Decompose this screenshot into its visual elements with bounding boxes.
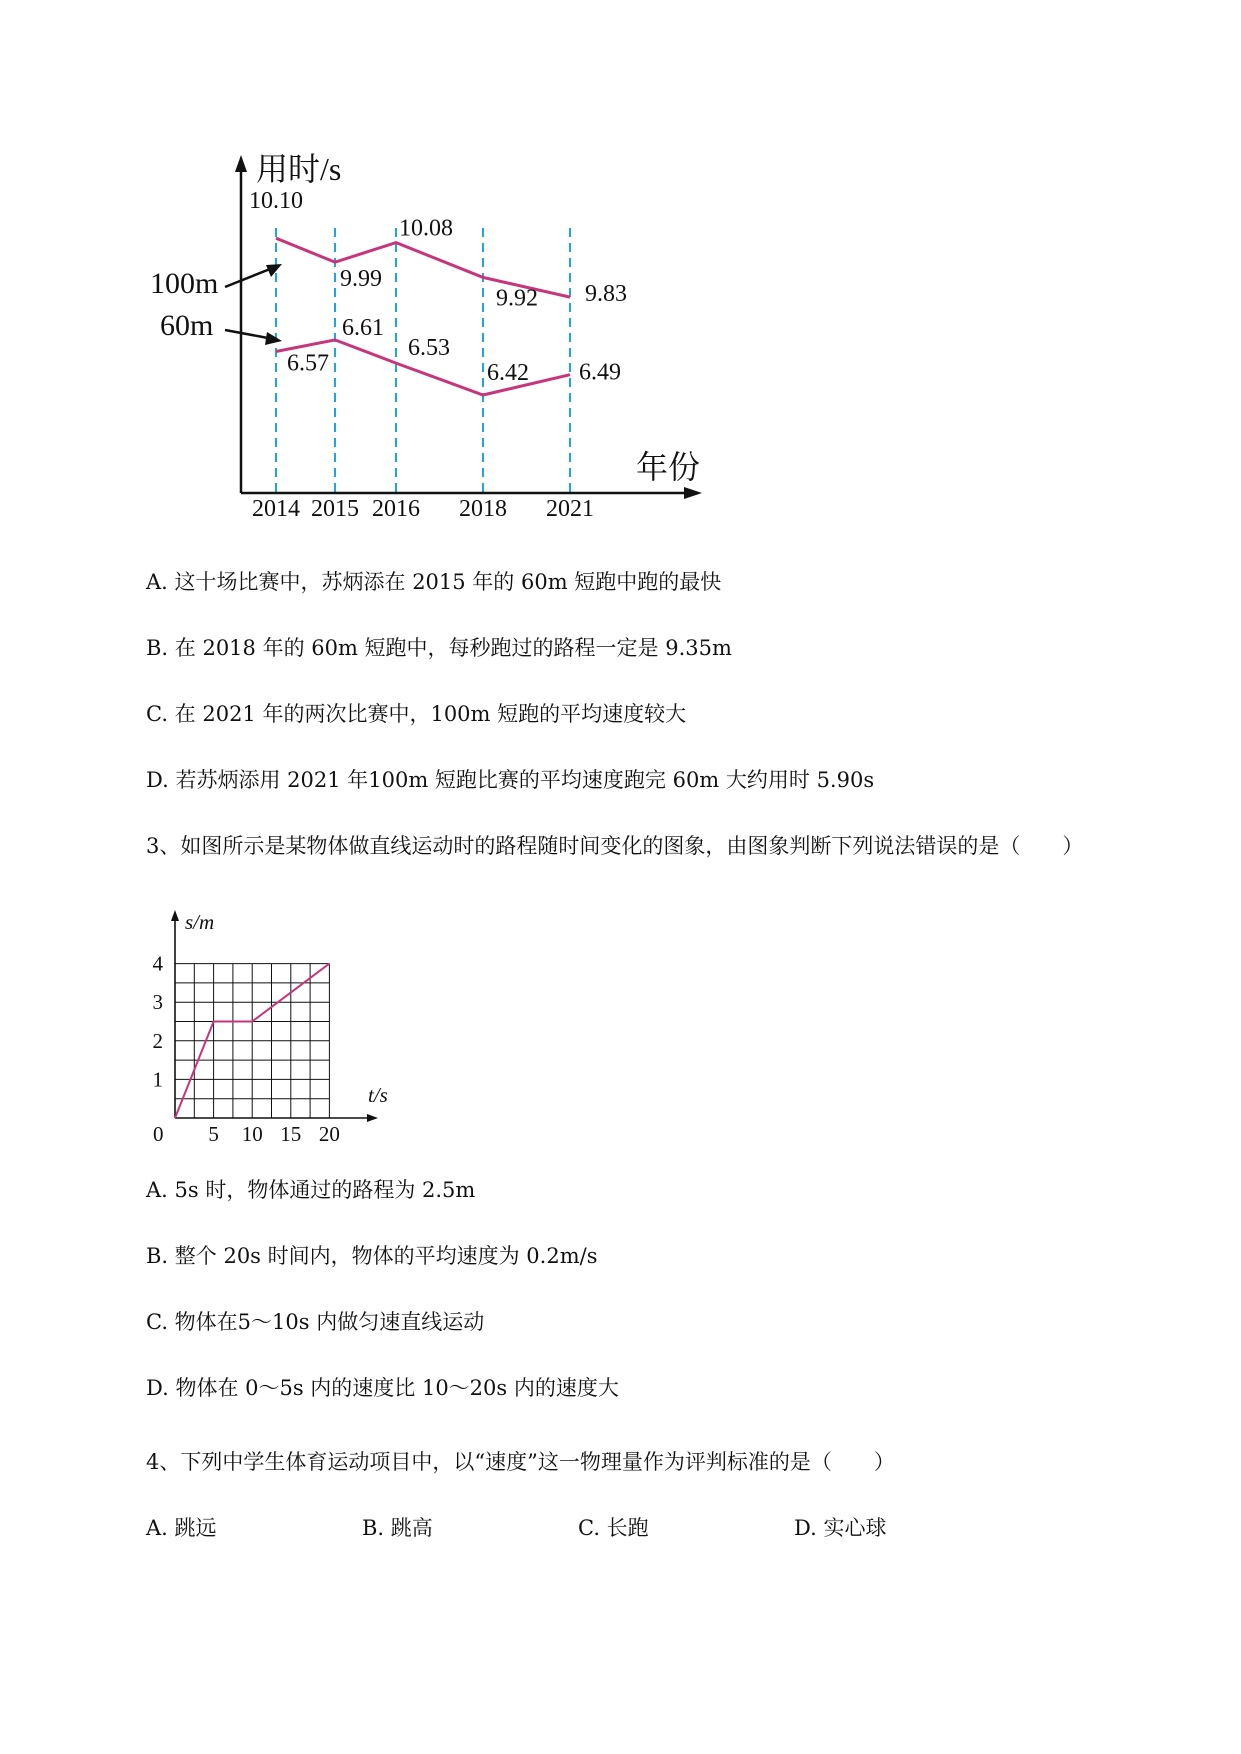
pointer-arrow-60m [225,330,268,338]
x-tick-2015: 2015 [311,496,359,522]
label-60m-2014: 6.57 [287,350,329,377]
label-100m-2018: 9.92 [496,285,538,312]
label-100m-2014: 10.10 [249,188,303,215]
t-axis-label: t/s [368,1083,388,1107]
y-tick-1: 1 [152,1067,163,1092]
x-tick-10: 10 [241,1122,263,1146]
label-60m-2016: 6.53 [408,335,450,362]
q2-option-b: B. 在 2018 年的 60m 短跑中，每秒跑过的路程一定是 9.35m [146,636,732,660]
y-tick-2: 2 [152,1028,163,1053]
label-60m-2021: 6.49 [579,359,621,386]
y-axis-arrow [235,155,247,172]
s-axis-arrow [171,910,179,921]
label-100m-2016: 10.08 [399,215,453,242]
q3-option-a: A. 5s 时，物体通过的路程为 2.5m [146,1178,476,1202]
race-time-chart [130,150,730,530]
q4-option-c: C. 长跑 [578,1516,649,1540]
x-tick-2021: 2021 [546,496,594,522]
label-60m-2018: 6.42 [487,360,529,386]
label-100m-2021: 9.83 [585,281,627,308]
q3-option-d: D. 物体在 0～5s 内的速度比 10～20s 内的速度大 [146,1376,619,1400]
q2-option-a: A. 这十场比赛中，苏炳添在 2015 年的 60m 短跑中跑的最快 [146,570,722,594]
q3-option-c: C. 物体在5～10s 内做匀速直线运动 [146,1310,485,1334]
y-axis-label: 用时/s [256,151,342,187]
series-label-100m: 100m [150,267,219,300]
y-tick-3: 3 [152,990,163,1015]
s-axis-label: s/m [185,910,215,934]
q2-option-c: C. 在 2021 年的两次比赛中，100m 短跑的平均速度较大 [146,702,687,726]
x-tick-15: 15 [280,1122,302,1146]
q2-option-d: D. 若苏炳添用 2021 年100m 短跑比赛的平均速度跑完 60m 大约用时 5.90s [146,768,875,792]
grid [175,964,329,1118]
x-tick-5: 5 [208,1122,219,1146]
x-tick-2018: 2018 [459,496,507,522]
q4-option-a: A. 跳远 [146,1516,217,1540]
x-tick-2014: 2014 [252,496,300,522]
x-tick-labels [252,496,594,522]
y-tick-4: 4 [152,951,163,976]
q4-option-b: B. 跳高 [362,1516,433,1540]
x-tick-2016: 2016 [372,496,420,522]
distance-time-chart [140,905,410,1155]
q3-stem: 3、如图所示是某物体做直线运动时的路程随时间变化的图象，由图象判断下列说法错误的是（ ） [146,834,1084,858]
q4-option-d: D. 实心球 [794,1516,887,1540]
label-60m-2015: 6.61 [342,314,384,341]
pointer-arrow-100m [225,269,270,287]
pointer-arrow-60m-head [265,332,282,345]
t-axis-arrow [367,1114,378,1122]
origin-label: 0 [153,1122,164,1146]
series-label-60m: 60m [160,309,214,342]
q4-stem: 4、下列中学生体育运动项目中，以“速度”这一物理量作为评判标准的是（ ） [146,1450,895,1474]
pointer-arrow-100m-head [266,264,282,277]
label-100m-2015: 9.99 [340,266,382,293]
x-axis-arrow [684,487,702,499]
x-tick-20: 20 [318,1122,340,1146]
q3-option-b: B. 整个 20s 时间内，物体的平均速度为 0.2m/s [146,1244,598,1268]
x-axis-label: 年份 [636,449,701,485]
tick-labels [153,952,340,1146]
